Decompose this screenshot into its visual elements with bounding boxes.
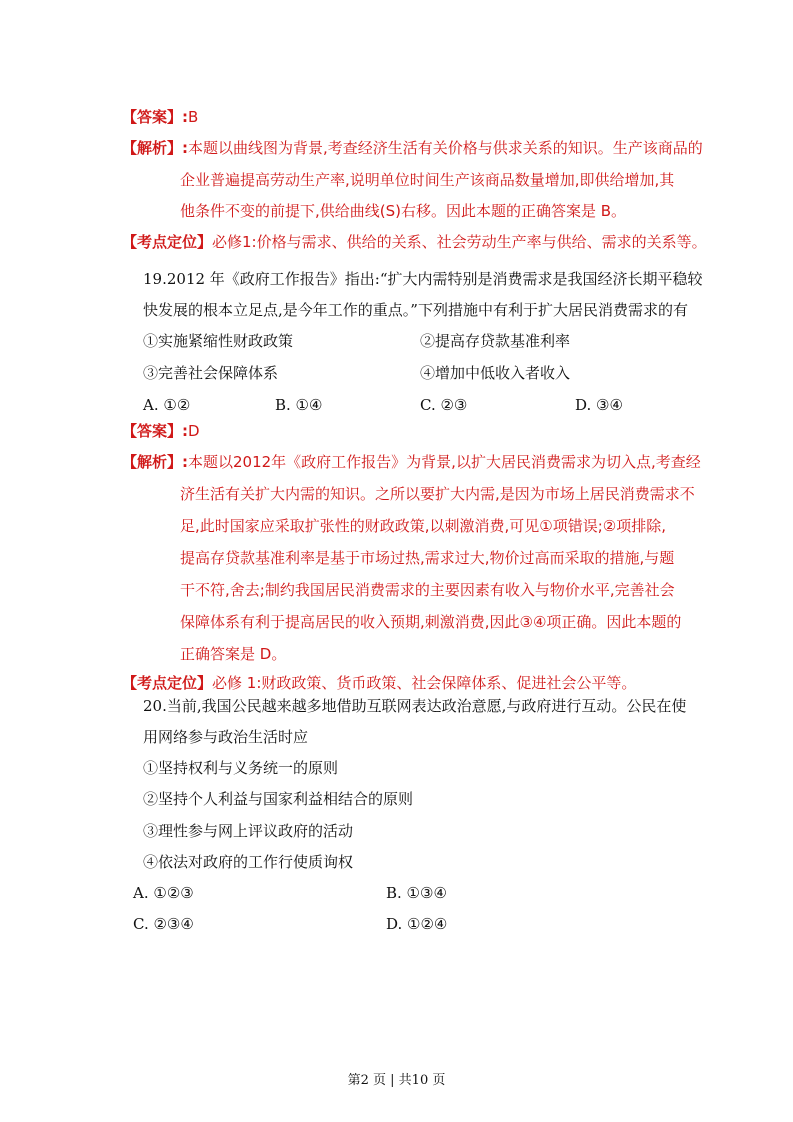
q19-analysis-line-5: 干不符,舍去;制约我国居民消费需求的主要因素有收入与物价水平,完善社会 xyxy=(180,581,675,599)
q20-statement-2: ②坚持个人利益与国家利益相结合的原则 xyxy=(143,790,414,808)
analysis-tag: 【解析】: xyxy=(122,453,188,471)
q20-statement-4: ④依法对政府的工作行使质询权 xyxy=(143,853,354,871)
q19-statement-3: ③完善社会保障体系 xyxy=(143,364,279,382)
q19-analysis-line-2: 济生活有关扩大内需的知识。之所以要扩大内需,是因为市场上居民消费需求不 xyxy=(180,485,695,503)
q18-answer xyxy=(122,107,198,127)
q19-statement-2: ②提高存贷款基准利率 xyxy=(420,332,571,350)
q20-statement-1: ①坚持权利与义务统一的原则 xyxy=(143,759,339,777)
answer-tag: 【答案】: xyxy=(122,422,188,440)
point-text: 必修1:价格与需求、供给的关系、社会劳动生产率与供给、需求的关系等。 xyxy=(212,233,707,251)
q19-analysis-line-4: 提高存贷款基准利率是基于市场过热,需求过大,物价过高而采取的措施,与题 xyxy=(180,549,675,567)
point-text: 必修 1:财政政策、货币政策、社会保障体系、促进社会公平等。 xyxy=(212,674,637,692)
q19-stem-line-1: 19.2012 年《政府工作报告》指出:“扩大内需特别是消费需求是我国经济长期平稳较 xyxy=(143,270,703,288)
q19-analysis-line-3: 足,此时国家应采取扩张性的财政政策,以刺激消费,可见①项错误;②项排除, xyxy=(180,517,667,535)
q19-point xyxy=(122,673,636,693)
q19-stem-line-2: 快发展的根本立足点,是今年工作的重点。”下列措施中有利于扩大居民消费需求的有 xyxy=(143,301,688,319)
point-tag: 【考点定位】 xyxy=(122,674,213,692)
point-tag: 【考点定位】 xyxy=(122,233,213,251)
answer-value: D xyxy=(188,422,200,440)
page-footer: 第2 页 | 共10 页 xyxy=(347,1073,446,1088)
q19-statement-4: ④增加中低收入者收入 xyxy=(420,364,571,382)
q19-answer xyxy=(122,421,200,441)
q20-option-b[interactable]: B. ①③④ xyxy=(386,884,447,902)
q19-option-b[interactable]: B. ①④ xyxy=(275,396,323,414)
analysis-text: 本题以2012年《政府工作报告》为背景,以扩大居民消费需求为切入点,考查经 xyxy=(188,453,701,471)
q20-option-c[interactable]: C. ②③④ xyxy=(133,915,194,933)
q20-stem-line-1: 20.当前,我国公民越来越多地借助互联网表达政治意愿,与政府进行互动。公民在使 xyxy=(143,697,687,715)
q19-analysis-line-7: 正确答案是 D。 xyxy=(180,645,287,663)
answer-value: B xyxy=(188,108,199,126)
answer-tag: 【答案】: xyxy=(122,108,188,126)
q19-analysis-line-6: 保障体系有利于提高居民的收入预期,刺激消费,因此③④项正确。因此本题的 xyxy=(180,613,682,631)
q20-stem-line-2: 用网络参与政治生活时应 xyxy=(143,728,309,746)
q19-statement-1: ①实施紧缩性财政政策 xyxy=(143,332,294,350)
analysis-tag: 【解析】: xyxy=(122,139,188,157)
q20-statement-3: ③理性参与网上评议政府的活动 xyxy=(143,822,354,840)
q20-option-a[interactable]: A. ①②③ xyxy=(133,884,194,902)
q18-analysis-line-2: 企业普遍提高劳动生产率,说明单位时间生产该商品数量增加,即供给增加,其 xyxy=(180,171,675,189)
q19-analysis-line-1 xyxy=(122,452,701,472)
q19-option-c[interactable]: C. ②③ xyxy=(420,396,468,414)
q18-point xyxy=(122,232,707,252)
q18-analysis-line-3: 他条件不变的前提下,供给曲线(S)右移。因此本题的正确答案是 B。 xyxy=(180,202,627,220)
q18-analysis-line-1 xyxy=(122,138,703,158)
q19-option-d[interactable]: D. ③④ xyxy=(575,396,623,414)
q19-option-a[interactable]: A. ①② xyxy=(143,396,191,414)
analysis-text: 本题以曲线图为背景,考查经济生活有关价格与供求关系的知识。生产该商品的 xyxy=(188,139,703,157)
q20-option-d[interactable]: D. ①②④ xyxy=(386,915,448,933)
